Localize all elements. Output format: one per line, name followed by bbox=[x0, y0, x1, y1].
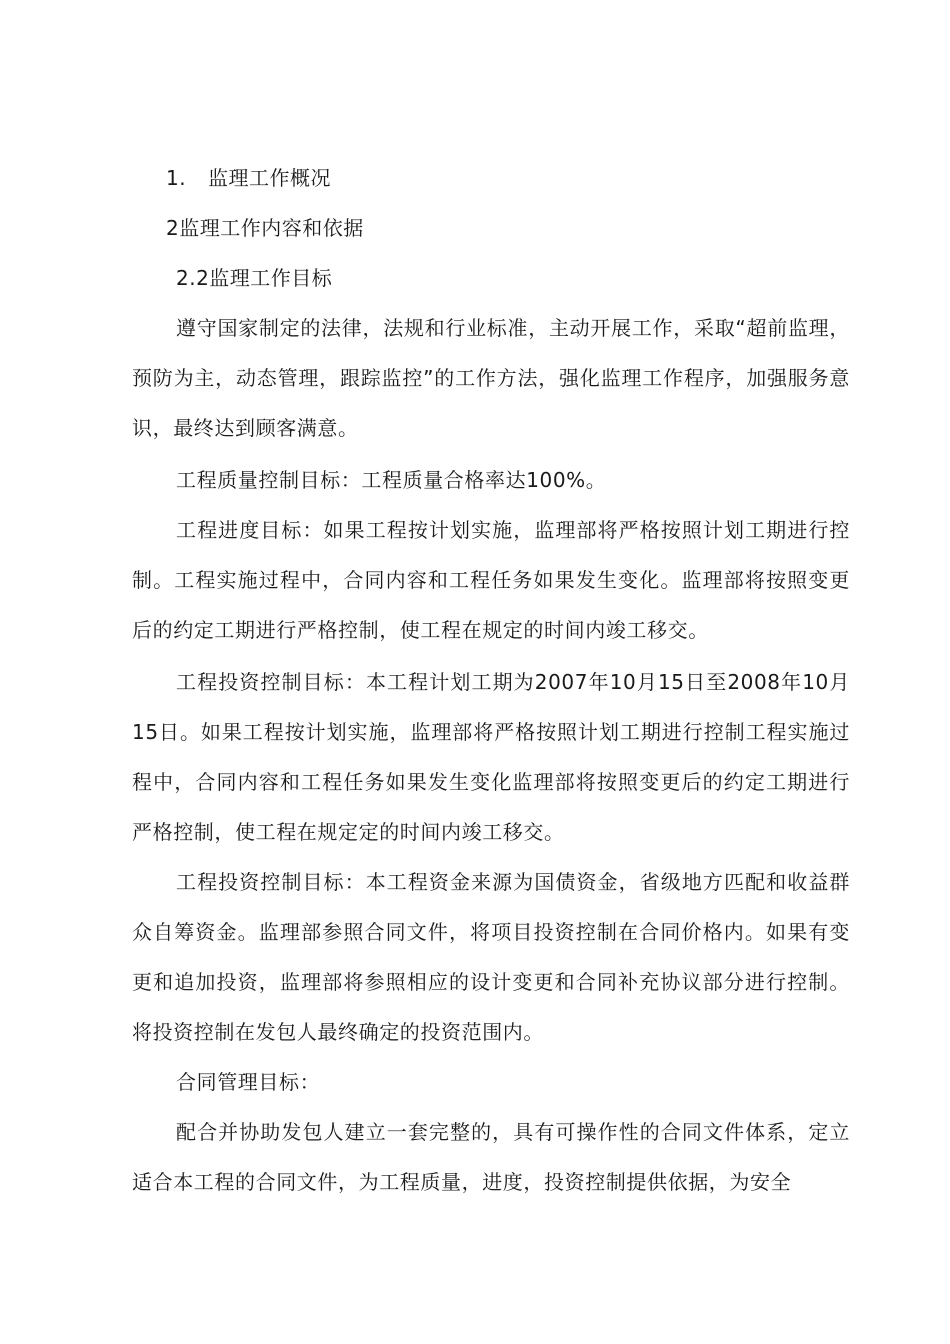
section-heading-1-number: 1. bbox=[166, 166, 187, 190]
paragraph-contract-heading: 合同管理目标： bbox=[176, 1070, 321, 1094]
section-heading-2: 2监理工作内容和依据 bbox=[166, 216, 364, 240]
paragraph-contract-management: 配合并协助发包人建立一套完整的，具有可操作性的合同文件体系，定立适合本工程的合同文件，为工程质量，进度，投资控制提供依据，为安全 bbox=[132, 1120, 850, 1194]
paragraph-schedule-target: 工程进度目标：如果工程按计划实施，监理部将严格按照计划工期进行控制。工程实施过程中，合同内容和工程任务如果发生变化。监理部将按照变更后的约定工期进行严格控制，使工程在规定的时间内竣工移交。 bbox=[132, 518, 850, 642]
section-heading-2-2: 2.2监理工作目标 bbox=[176, 266, 333, 290]
paragraph-quality-target: 工程质量控制目标：工程质量合格率达100%。 bbox=[176, 468, 607, 492]
paragraph-investment-schedule: 工程投资控制目标：本工程计划工期为2007年10月15日至2008年10月15日。如果工程按计划实施，监理部将严格按照计划工期进行控制工程实施过程中，合同内容和工程任务如果发生变化监理部将按照变更后的约定工期进行严格控制，使工程在规定定的时间内竣工移交。 bbox=[132, 670, 850, 844]
paragraph-principles: 遵守国家制定的法律，法规和行业标准，主动开展工作，采取“超前监理，预防为主，动态管理，跟踪监控”的工作方法，强化监理工作程序，加强服务意识，最终达到顾客满意。 bbox=[132, 316, 850, 440]
section-heading-1 bbox=[166, 164, 331, 192]
section-heading-1-text: 监理工作概况 bbox=[208, 166, 331, 190]
paragraph-investment-control: 工程投资控制目标：本工程资金来源为国债资金，省级地方匹配和收益群众自筹资金。监理部参照合同文件，将项目投资控制在合同价格内。如果有变更和追加投资，监理部将参照相应的设计变更和合同补充协议部分进行控制。将投资控制在发包人最终确定的投资范围内。 bbox=[132, 870, 850, 1044]
